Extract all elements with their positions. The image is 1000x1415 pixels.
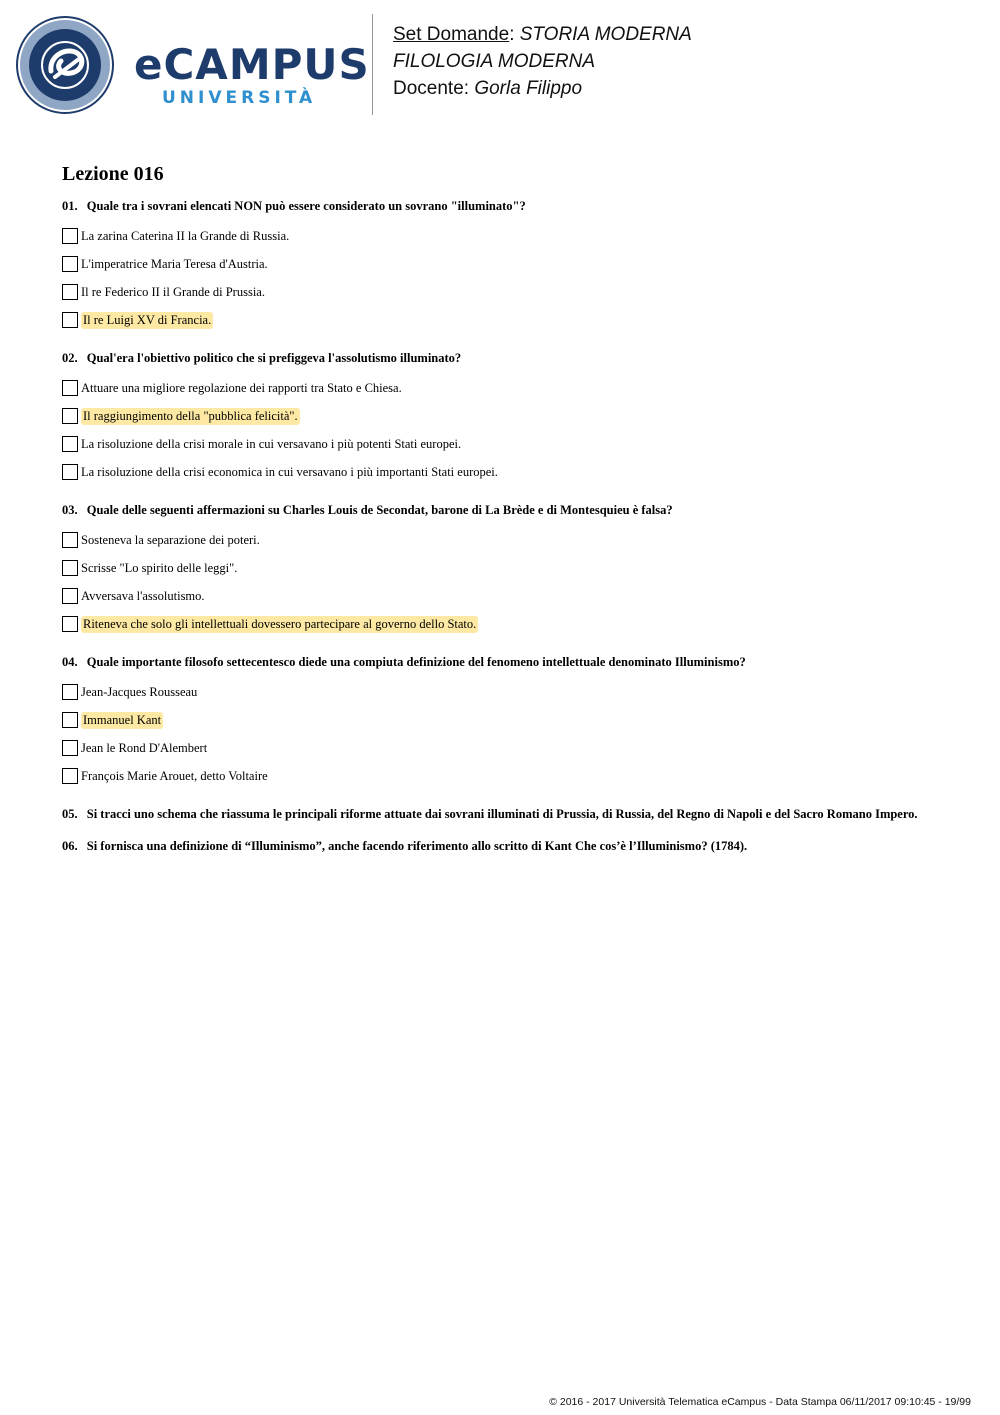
question-body: Quale tra i sovrani elencati NON può essere considerato un sovrano "illuminato"? <box>86 199 526 213</box>
answer-text: La zarina Caterina II la Grande di Russia. <box>81 228 290 243</box>
checkbox[interactable] <box>62 408 78 424</box>
checkbox[interactable] <box>62 284 78 300</box>
answer-option[interactable] <box>62 278 962 306</box>
answer-option[interactable] <box>62 250 962 278</box>
question-text <box>62 654 962 670</box>
question-body: Qual'era l'obiettivo politico che si prefiggeva l'assolutismo illuminato? <box>86 351 462 365</box>
question-text <box>62 838 962 854</box>
answer-text: Il re Federico II il Grande di Prussia. <box>81 284 265 299</box>
checkbox[interactable] <box>62 228 78 244</box>
checkbox[interactable] <box>62 560 78 576</box>
lesson-title: Lezione 016 <box>62 163 164 185</box>
question-body: Si fornisca una definizione di “Illuminismo”, anche facendo riferimento allo scritto di Kant Che cos’è l’Illuminismo? (1784). <box>86 839 748 853</box>
checkbox[interactable] <box>62 436 78 452</box>
set-label: Set Domande <box>393 24 510 45</box>
course-name: FILOLOGIA MODERNA <box>393 51 595 72</box>
brand-name: eCAMPUS <box>134 40 370 89</box>
answer-text-highlighted: Immanuel Kant <box>83 712 162 727</box>
set-value: STORIA MODERNA <box>519 24 692 45</box>
answer-option[interactable] <box>62 554 962 582</box>
question-02 <box>62 350 962 486</box>
answer-option[interactable] <box>62 734 962 762</box>
course-line <box>393 48 692 75</box>
answer-text: Sosteneva la separazione dei poteri. <box>81 532 260 547</box>
answer-option-highlighted[interactable] <box>62 402 962 430</box>
question-body: Quale delle seguenti affermazioni su Charles Louis de Secondat, barone di La Brède e di Montesquieu è falsa? <box>86 503 673 517</box>
question-04 <box>62 654 962 790</box>
question-text <box>62 350 962 366</box>
question-05 <box>62 806 962 822</box>
header-divider <box>372 14 373 115</box>
question-number: 04. <box>62 655 78 669</box>
question-number: 05. <box>62 807 78 821</box>
teacher-line <box>393 75 692 102</box>
checkbox[interactable] <box>62 312 78 328</box>
question-body: Quale importante filosofo settecentesco diede una compiuta definizione del fenomeno intellettuale denominato Illuminismo? <box>86 655 746 669</box>
set-line: Set Domande: STORIA MODERNA <box>393 24 692 45</box>
question-body: Si tracci uno schema che riassuma le principali riforme attuate dai sovrani illuminati di Prussia, di Russia, del Regno di Napoli e del Sacro Romano Impero. <box>86 807 918 821</box>
answer-option[interactable] <box>62 762 962 790</box>
answer-text: L'imperatrice Maria Teresa d'Austria. <box>81 256 268 271</box>
question-03 <box>62 502 962 638</box>
answer-text: Attuare una migliore regolazione dei rapporti tra Stato e Chiesa. <box>81 380 402 395</box>
lesson-content <box>62 160 962 870</box>
answer-text: La risoluzione della crisi morale in cui versavano i più potenti Stati europei. <box>81 436 462 451</box>
checkbox[interactable] <box>62 532 78 548</box>
question-text <box>62 502 962 518</box>
page-footer: © 2016 - 2017 Università Telematica eCampus - Data Stampa 06/11/2017 09:10:45 - 19/99 <box>549 1396 971 1408</box>
answer-option-highlighted[interactable] <box>62 610 962 638</box>
answer-option-highlighted[interactable] <box>62 306 962 334</box>
question-text <box>62 198 962 214</box>
answer-option-highlighted[interactable] <box>62 706 962 734</box>
answer-option[interactable] <box>62 678 962 706</box>
answer-option[interactable] <box>62 222 962 250</box>
teacher-label: Docente: <box>393 78 470 99</box>
checkbox[interactable] <box>62 768 78 784</box>
checkbox[interactable] <box>62 712 78 728</box>
answer-text: La risoluzione della crisi economica in cui versavano i più importanti Stati europei. <box>81 464 498 479</box>
checkbox[interactable] <box>62 256 78 272</box>
answer-option[interactable] <box>62 526 962 554</box>
answer-option[interactable] <box>62 430 962 458</box>
page-header <box>0 0 1000 130</box>
question-text <box>62 806 962 822</box>
checkbox[interactable] <box>62 616 78 632</box>
checkbox[interactable] <box>62 588 78 604</box>
checkbox[interactable] <box>62 740 78 756</box>
answer-text: Jean le Rond D'Alembert <box>81 740 208 755</box>
answer-text-highlighted: Il raggiungimento della "pubblica felicità". <box>83 408 298 423</box>
teacher-name: Gorla Filippo <box>474 78 583 99</box>
answer-option[interactable] <box>62 582 962 610</box>
answer-option[interactable] <box>62 374 962 402</box>
question-number: 03. <box>62 503 78 517</box>
answer-text: Jean-Jacques Rousseau <box>81 684 198 699</box>
answer-text: François Marie Arouet, detto Voltaire <box>81 768 268 783</box>
answer-option[interactable] <box>62 458 962 486</box>
question-number: 06. <box>62 839 78 853</box>
answer-text-highlighted: Il re Luigi XV di Francia. <box>83 312 212 327</box>
answer-text-highlighted: Riteneva che solo gli intellettuali dovessero partecipare al governo dello Stato. <box>83 616 477 631</box>
header-info <box>393 21 692 102</box>
checkbox[interactable] <box>62 684 78 700</box>
answer-text: Scrisse "Lo spirito delle leggi". <box>81 560 238 575</box>
question-number: 02. <box>62 351 78 365</box>
answer-text: Avversava l'assolutismo. <box>81 588 205 603</box>
checkbox[interactable] <box>62 380 78 396</box>
brand-subtitle: UNIVERSITÀ <box>162 88 317 108</box>
question-06 <box>62 838 962 854</box>
checkbox[interactable] <box>62 464 78 480</box>
question-01 <box>62 198 962 334</box>
university-seal-logo <box>15 15 115 115</box>
question-number: 01. <box>62 199 78 213</box>
